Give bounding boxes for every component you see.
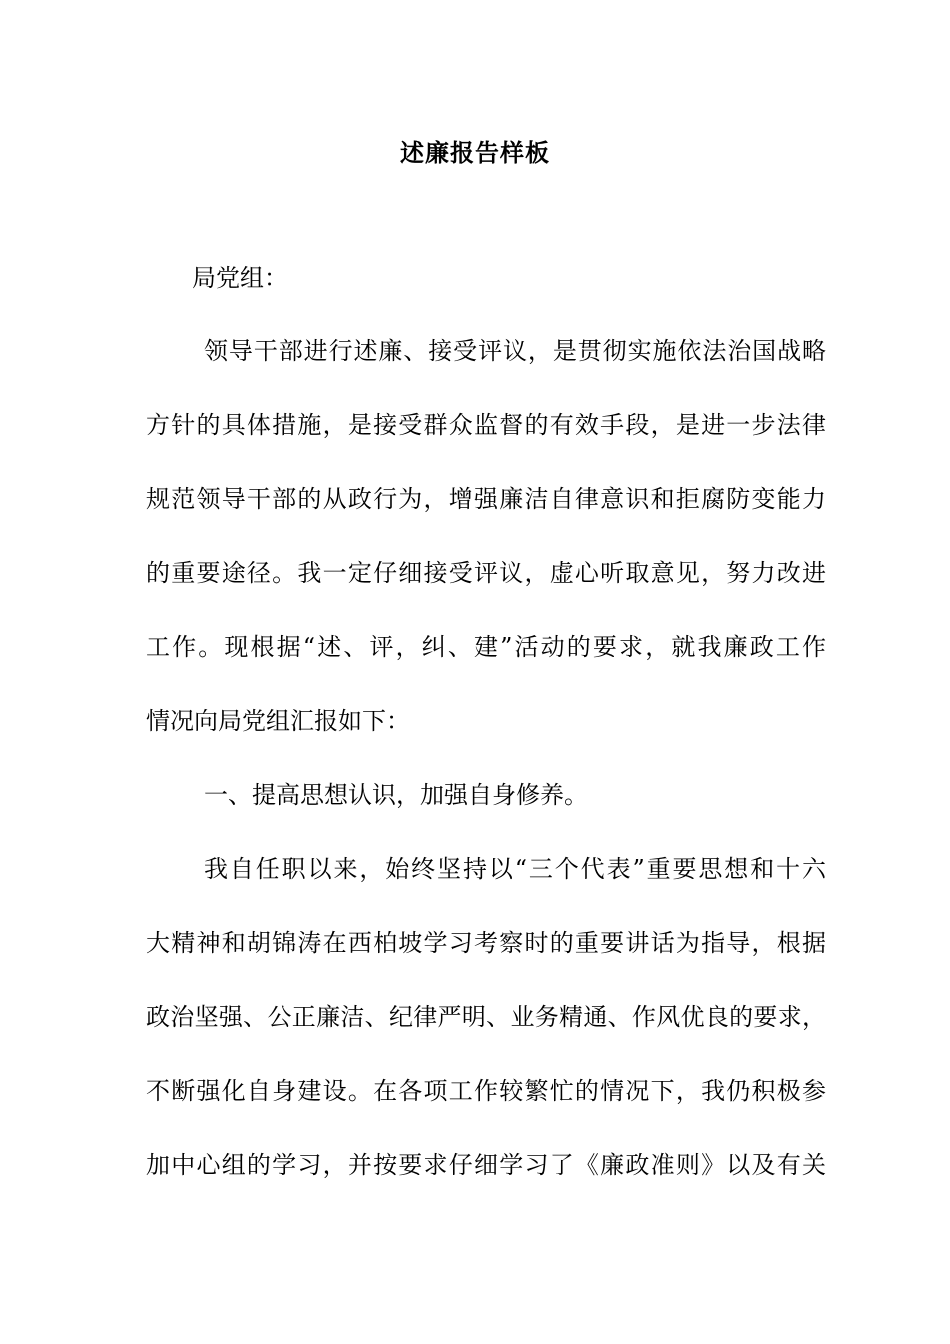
paragraph-line: 工作。现根据“述、评，纠、建”活动的要求，就我廉政工作 (146, 633, 826, 661)
paragraph-line: 情况向局党组汇报如下： (146, 707, 410, 735)
paragraph-line: 不断强化自身建设。在各项工作较繁忙的情况下，我仍积极参 (146, 1077, 826, 1105)
paragraph-line: 的重要途径。我一定仔细接受评议，虚心听取意见，努力改进 (146, 559, 826, 587)
paragraph-line: 我自任职以来，始终坚持以“三个代表”重要思想和十六 (204, 855, 826, 883)
document-title: 述廉报告样板 (400, 138, 550, 167)
salutation: 局党组： (192, 264, 288, 292)
paragraph-line: 大精神和胡锦涛在西柏坡学习考察时的重要讲话为指导，根据 (146, 929, 826, 957)
paragraph-line: 规范领导干部的从政行为，增强廉洁自律意识和拒腐防变能力 (146, 485, 826, 513)
paragraph-line: 加中心组的学习，并按要求仔细学习了《廉政准则》以及有关 (146, 1151, 826, 1179)
paragraph-line: 领导干部进行述廉、接受评议，是贯彻实施依法治国战略 (204, 337, 826, 365)
section-heading: 一、提高思想认识，加强自身修养。 (204, 781, 588, 809)
paragraph-line: 方针的具体措施，是接受群众监督的有效手段，是进一步法律 (146, 411, 826, 439)
paragraph-line: 政治坚强、公正廉洁、纪律严明、业务精通、作风优良的要求， (146, 1003, 826, 1031)
